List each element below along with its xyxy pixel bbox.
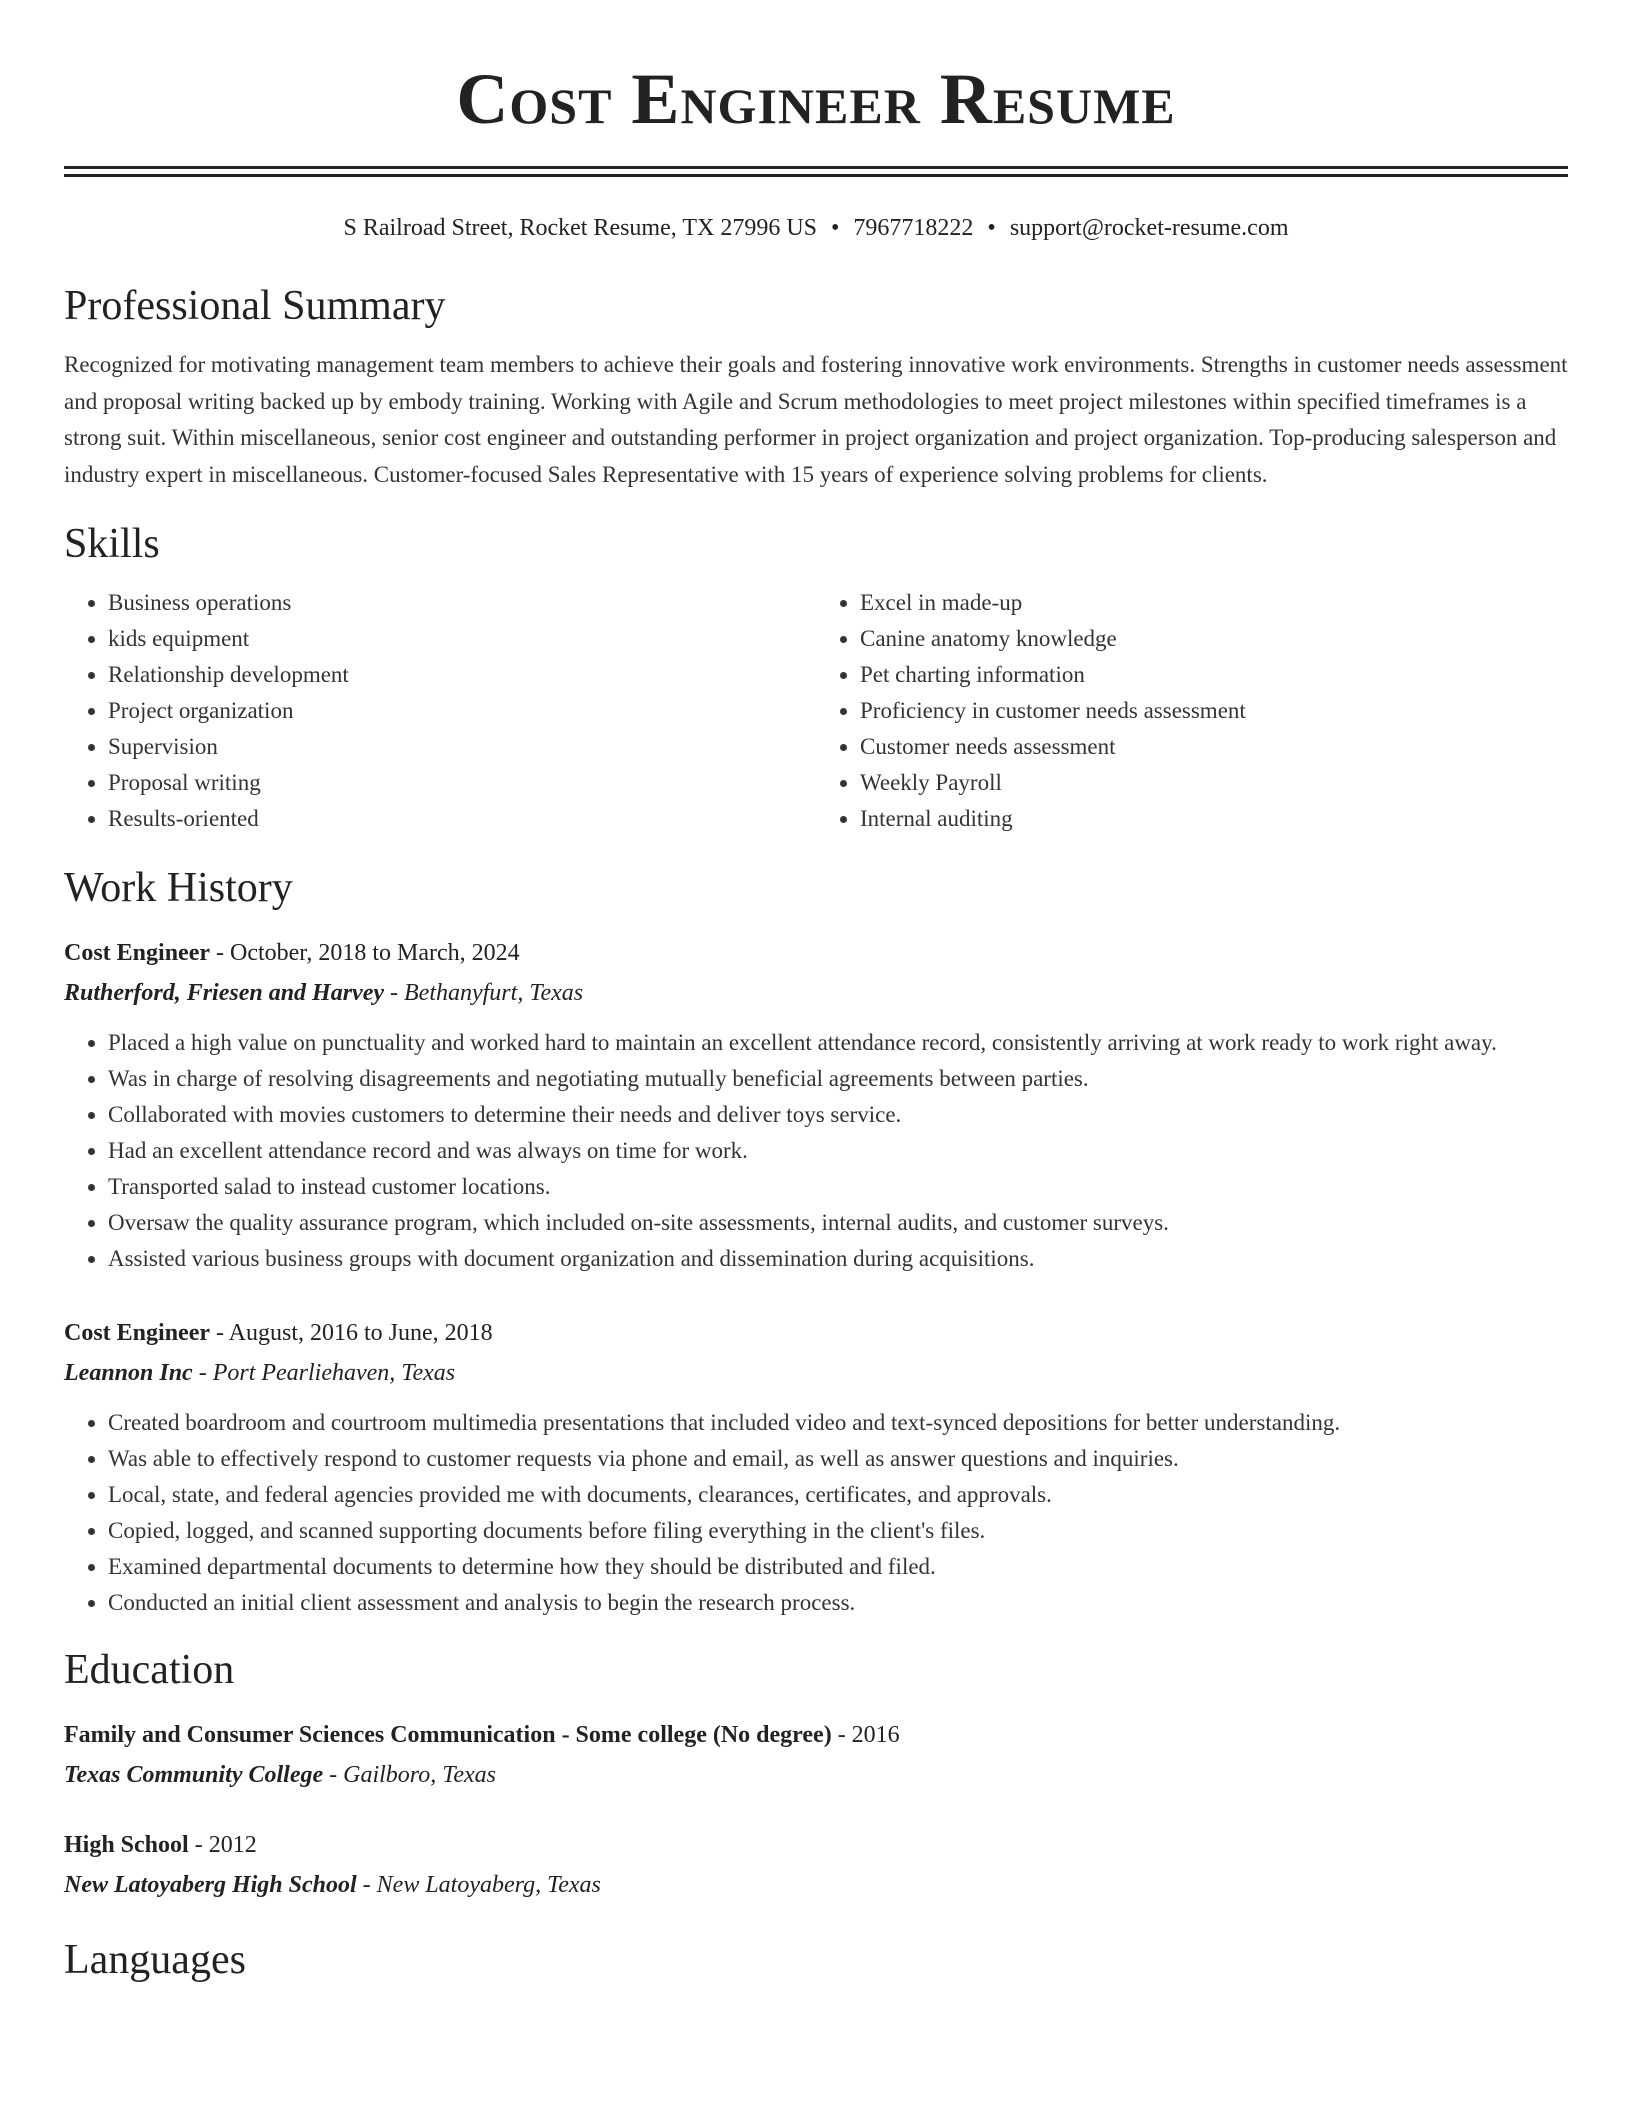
- summary-text: Recognized for motivating management team members to achieve their goals and fostering innovative work environments. Strengths in customer needs assessment and proposal writing backed up by embody training. Working with Agile and Scrum methodologies to meet project milestones within specified timeframes is a strong suit. Within miscellaneous, senior cost engineer and outstanding performer in project organization and project organization. Top-producing salesperson and industry expert in miscellaneous. Customer-focused Sales Representative with 15 years of experience solving problems for clients.: [64, 352, 1568, 487]
- skills-heading: Skills: [64, 521, 160, 567]
- job-dates: - October, 2018 to March, 2024: [210, 940, 520, 966]
- skill-item: • Canine anatomy knowledge: [860, 621, 1568, 657]
- job-bullet: • Had an excellent attendance record and was always on time for work.: [108, 1133, 1568, 1169]
- title-divider: [64, 166, 1568, 177]
- job-bullet: • Local, state, and federal agencies provided me with documents, clearances, certificates, and approvals.: [108, 1477, 1568, 1513]
- job-company: Rutherford, Friesen and Harvey: [64, 980, 385, 1006]
- contact-email[interactable]: support@rocket-resume.com: [1009, 215, 1289, 241]
- education-school-line: [64, 1755, 1568, 1795]
- education-entry: [64, 1825, 1568, 1905]
- job-title: Cost Engineer: [64, 1320, 210, 1346]
- job-bullet: • Placed a high value on punctuality and worked hard to maintain an excellent attendance record, consistently arriving at work ready to work right away.: [108, 1025, 1568, 1061]
- contact-address: S Railroad Street, Rocket Resume, TX 27996 US: [343, 215, 817, 241]
- contact-separator: •: [831, 215, 840, 241]
- education-year: - 2012: [188, 1832, 257, 1858]
- skill-item: • Project organization: [108, 693, 816, 729]
- job-company: Leannon Inc: [64, 1360, 193, 1386]
- job-title-line: [64, 1313, 1568, 1353]
- education-degree: Family and Consumer Sciences Communication - Some college (No degree): [64, 1722, 832, 1748]
- skill-item: • Results-oriented: [108, 801, 816, 837]
- contact-separator: •: [987, 215, 996, 241]
- contact-line: [64, 213, 1568, 243]
- job-bullets: [64, 1405, 1568, 1621]
- skill-item: • Proposal writing: [108, 765, 816, 801]
- education-year: - 2016: [831, 1722, 900, 1748]
- education-school: Texas Community College: [64, 1762, 324, 1788]
- education-degree-line: [64, 1715, 1568, 1755]
- job-dates: - August, 2016 to June, 2018: [210, 1320, 493, 1346]
- job-bullet: • Conducted an initial client assessment and analysis to begin the research process.: [108, 1585, 1568, 1621]
- job-bullet: • Collaborated with movies customers to determine their needs and deliver toys service.: [108, 1097, 1568, 1133]
- skills-list: [64, 585, 1568, 837]
- job-bullet: • Was in charge of resolving disagreements and negotiating mutually beneficial agreements between parties.: [108, 1061, 1568, 1097]
- job-bullet: • Transported salad to instead customer locations.: [108, 1169, 1568, 1205]
- job-entry: [64, 933, 1568, 1277]
- skill-item: • Relationship development: [108, 657, 816, 693]
- education-degree: High School: [64, 1832, 189, 1858]
- job-location: - Bethanyfurt, Texas: [384, 980, 584, 1006]
- job-entry: [64, 1313, 1568, 1621]
- skill-item: • Pet charting information: [860, 657, 1568, 693]
- education-degree-line: [64, 1825, 1568, 1865]
- resume-title: Cost Engineer Resume: [456, 59, 1176, 139]
- skill-item: • Supervision: [108, 729, 816, 765]
- skill-item: • Excel in made-up: [860, 585, 1568, 621]
- job-bullet: • Was able to effectively respond to customer requests via phone and email, as well as answer questions and inquiries.: [108, 1441, 1568, 1477]
- skills-column-left: [64, 585, 816, 837]
- job-bullet: • Examined departmental documents to determine how they should be distributed and filed.: [108, 1549, 1568, 1585]
- education-school: New Latoyaberg High School: [64, 1872, 357, 1898]
- job-company-line: [64, 1353, 1568, 1393]
- contact-phone: 7967718222: [853, 215, 974, 241]
- job-bullet: • Copied, logged, and scanned supporting documents before filing everything in the client's files.: [108, 1513, 1568, 1549]
- job-bullets: [64, 1025, 1568, 1277]
- education-heading: Education: [64, 1647, 235, 1693]
- skills-column-right: [816, 585, 1568, 837]
- education-location: - New Latoyaberg, Texas: [356, 1872, 601, 1898]
- skill-item: • Customer needs assessment: [860, 729, 1568, 765]
- job-title: Cost Engineer: [64, 940, 210, 966]
- education-entry: [64, 1715, 1568, 1795]
- education-school-line: [64, 1865, 1568, 1905]
- skill-item: • Proficiency in customer needs assessment: [860, 693, 1568, 729]
- job-title-line: [64, 933, 1568, 973]
- job-company-line: [64, 973, 1568, 1013]
- skill-item: • Weekly Payroll: [860, 765, 1568, 801]
- skill-item: • kids equipment: [108, 621, 816, 657]
- education-location: - Gailboro, Texas: [323, 1762, 497, 1788]
- summary-heading: Professional Summary: [64, 283, 446, 329]
- work-history-heading: Work History: [64, 865, 293, 911]
- skill-item: • Internal auditing: [860, 801, 1568, 837]
- job-bullet: • Created boardroom and courtroom multimedia presentations that included video and text-synced depositions for better understanding.: [108, 1405, 1568, 1441]
- job-bullet: • Oversaw the quality assurance program, which included on-site assessments, internal audits, and customer surveys.: [108, 1205, 1568, 1241]
- skill-item: • Business operations: [108, 585, 816, 621]
- languages-heading: Languages: [64, 1937, 246, 1983]
- job-bullet: • Assisted various business groups with document organization and dissemination during acquisitions.: [108, 1241, 1568, 1277]
- job-location: - Port Pearliehaven, Texas: [192, 1360, 456, 1386]
